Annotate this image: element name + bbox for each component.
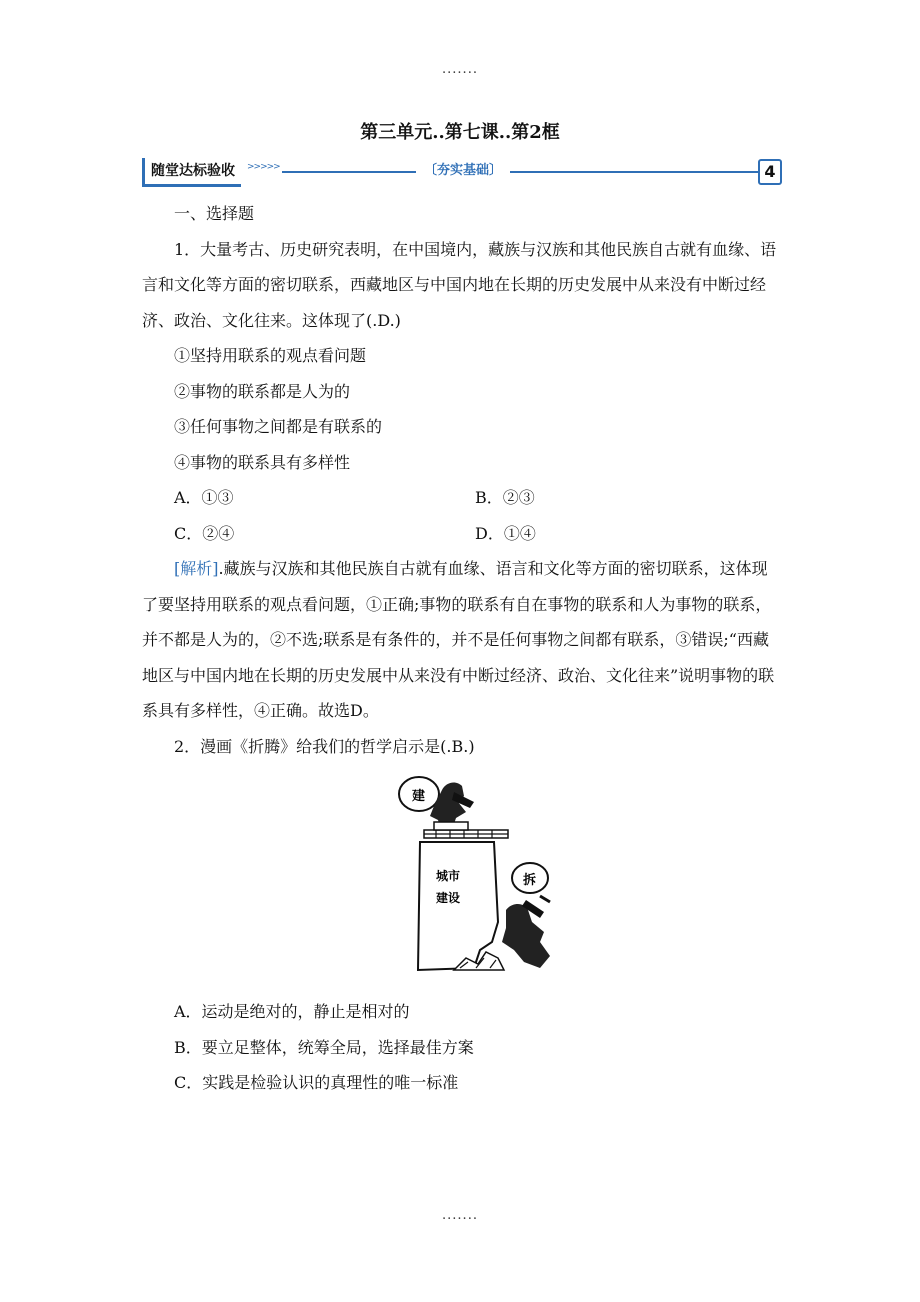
cartoon-figure — [142, 772, 780, 988]
banner-divider — [282, 171, 758, 173]
section-heading: 一、选择题 — [174, 204, 255, 223]
q2-option-b: B．要立足整体，统筹全局，选择最佳方案 — [174, 1037, 474, 1057]
q1-options-row — [142, 480, 780, 516]
question-2-stem: 2．漫画《折腾》给我们的哲学启示是(.B.) — [174, 736, 475, 756]
city-wall — [418, 842, 498, 970]
bubble-right-text: 拆 — [523, 873, 537, 888]
banner-center-label: 〔夯实基础〕 — [416, 160, 510, 182]
footer-dots: ....... — [442, 1208, 478, 1223]
q1-statement: ④事物的联系具有多样性 — [174, 452, 351, 472]
q1-statement: ①坚持用联系的观点看问题 — [174, 346, 367, 365]
q1-statement: ②事物的联系都是人为的 — [174, 381, 351, 401]
question-1-stem: 1．大量考古、历史研究表明，在中国境内，藏族与汉族和其他民族自古就有血缘、语言和文化等方面的密切联系，西藏地区与中国内地在长期的历史发展中从来没有中断过经济、政治、文化往来。这体现了(.D.) — [142, 239, 777, 330]
section-banner — [142, 158, 782, 186]
q1-option-c: C．②④ — [174, 523, 235, 543]
banner-arrows: >>>>> — [247, 162, 280, 172]
header-dots: ....... — [442, 62, 478, 77]
wall-text-1: 城市 — [436, 869, 461, 883]
analysis-tag: [解析] — [174, 559, 219, 578]
wall-text-2: 建设 — [436, 891, 461, 905]
q1-options-row — [142, 516, 780, 552]
q1-analysis — [142, 551, 780, 729]
analysis-text: .藏族与汉族和其他民族自古就有血缘、语言和文化等方面的密切联系，这体现了要坚持用联系的观点看问题，①正确;事物的联系有自在事物的联系和人为事物的联系，并不都是人为的，②不选;联系是有条件的，并不是任何事物之间都有联系，③错误;“西藏地区与中国内地在长期的历史发展中从来没有中断过经济、政治、文化往来”说明事物的联系具有多样性，④正确。故选D。 — [142, 559, 775, 720]
bubble-left-text: 建 — [412, 789, 426, 804]
q2-option-c: C．实践是检验认识的真理性的唯一标准 — [174, 1073, 459, 1092]
cartoon-illustration — [394, 772, 554, 984]
main-content — [142, 196, 780, 1101]
q1-option-d: D．①④ — [475, 523, 536, 543]
banner-number-badge: 4 — [758, 159, 782, 185]
q2-option-a: A．运动是绝对的，静止是相对的 — [174, 1002, 410, 1021]
page-title: 第三单元..第七课..第2框 — [360, 122, 560, 143]
q1-statement: ③任何事物之间都是有联系的 — [174, 417, 383, 436]
q1-option-b: B．②③ — [475, 488, 535, 507]
q1-option-a: A．①③ — [174, 488, 234, 507]
banner-label: 随堂达标验收 — [142, 158, 241, 187]
